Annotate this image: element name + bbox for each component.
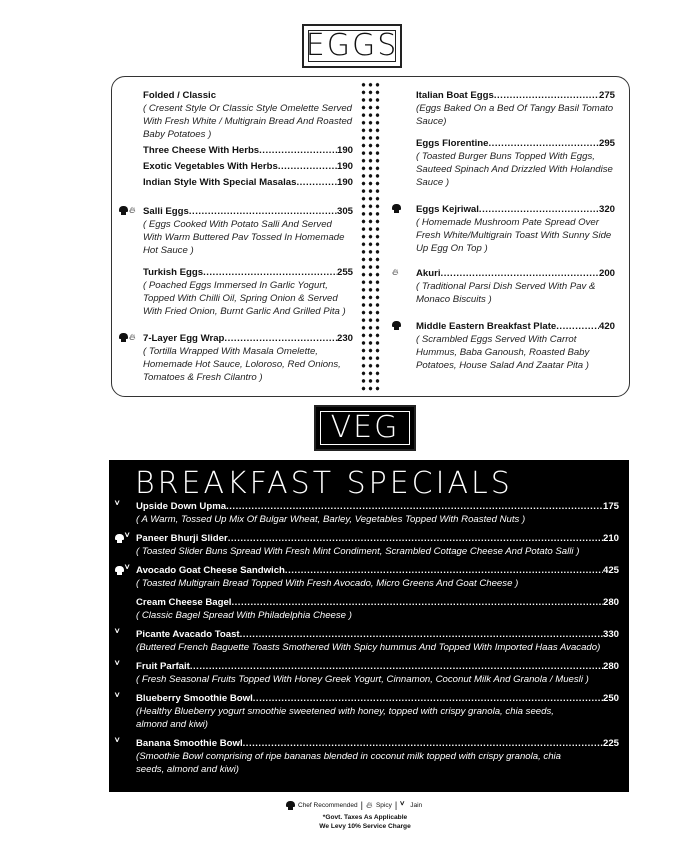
item-description: ( Eggs Cooked With Potato Salli And Served With Warm Buttered Pav Tossed In Homemade Hot Sauce ) xyxy=(143,219,345,256)
item-icons xyxy=(115,533,132,543)
menu-item-banana-smoothie-bowl xyxy=(113,737,619,776)
legend-chef-label: Chef Recommended xyxy=(298,801,358,809)
item-description: ( A Warm, Tossed Up Mix Of Bulgar Wheat, Barley, Vegetables Topped With Roasted Nuts ) xyxy=(136,514,526,525)
item-description: (Eggs Baked On a Bed Of Tangy Basil Tomato Sauce) xyxy=(416,103,614,127)
item-description: (Healthy Blueberry yogurt smoothie sweetened with honey, topped with crispy granola, chia seeds, almond and kiwi) xyxy=(136,706,554,730)
item-price: 210 xyxy=(602,533,619,544)
dot-leader xyxy=(226,500,603,513)
menu-item-eggs-kejriwal xyxy=(390,203,615,255)
item-name: Banana Smoothie Bowl xyxy=(136,738,243,749)
item-icons xyxy=(115,501,122,511)
item-name: Cream Cheese Bagel xyxy=(136,597,232,608)
item-price: 250 xyxy=(602,693,619,704)
chef-recommended-icon xyxy=(392,204,401,213)
item-name: Middle Eastern Breakfast Plate xyxy=(416,321,557,332)
item-description: (Buttered French Baguette Toasts Smothered With Spicy hummus And Topped With Imported Haas Avacado) xyxy=(136,642,601,653)
dotted-divider xyxy=(360,81,382,393)
item-description: ( Toasted Slider Buns Spread With Fresh Mint Condiment, Scrambled Cottage Cheese And Potato Salli ) xyxy=(136,546,580,557)
item-icons xyxy=(119,206,136,215)
chef-recommended-icon xyxy=(286,801,295,810)
chef-recommended-icon xyxy=(119,333,128,342)
dot-leader xyxy=(228,532,603,545)
item-description: ( Traditional Parsi Dish Served With Pav & Monaco Biscuits ) xyxy=(416,281,596,305)
item-price: 280 xyxy=(602,661,619,672)
menu-item-paneer-bhurji-slider xyxy=(113,532,619,558)
option-row xyxy=(143,143,353,159)
legend-jain-label: Jain xyxy=(410,801,423,809)
item-icons xyxy=(392,321,401,330)
jain-icon: ⱽ xyxy=(115,692,120,703)
taxes-note: *Govt. Taxes As Applicable xyxy=(322,814,408,821)
dot-leader xyxy=(253,692,603,705)
item-name: Eggs Florentine xyxy=(416,138,489,149)
dot-leader xyxy=(189,205,337,218)
item-icons xyxy=(392,204,401,213)
menu-item-cream-cheese-bagel xyxy=(113,596,619,622)
breakfast-specials-title: BREAKFAST SPECIALS xyxy=(135,466,513,501)
dot-leader xyxy=(243,737,603,750)
item-price: 305 xyxy=(336,206,353,217)
item-price: 230 xyxy=(336,333,353,344)
chef-recommended-icon xyxy=(115,566,124,575)
spicy-icon: 🔥︎ xyxy=(365,799,373,810)
item-icons xyxy=(115,738,122,748)
item-icons xyxy=(115,565,132,575)
item-name: Italian Boat Eggs xyxy=(416,90,494,101)
jain-icon: ⱽ xyxy=(115,737,120,748)
item-description: ( Cresent Style Or Classic Style Omelette Served With Fresh White / Multigrain Bread And Roasted Baby Potatoes ) xyxy=(143,103,353,140)
item-name: Akuri xyxy=(416,268,441,279)
menu-item-italian-boat-eggs xyxy=(390,89,615,128)
item-price: 200 xyxy=(598,268,615,279)
item-name: Avocado Goat Cheese Sandwich xyxy=(136,565,285,576)
item-price: 330 xyxy=(602,629,619,640)
dot-leader xyxy=(278,159,337,175)
item-description: ( Homemade Mushroom Pate Spread Over Fresh White/Multigrain Toast With Sunny Side Up Egg On Top ) xyxy=(416,217,612,254)
menu-item-akuri xyxy=(390,267,615,306)
item-description: ( Toasted Burger Buns Topped With Eggs, Sauteed Spinach And Drizzled With Holandise Sauce ) xyxy=(416,151,613,188)
item-price: 280 xyxy=(602,597,619,608)
chef-recommended-icon xyxy=(119,206,128,215)
option-name: Indian Style With Special Masalas xyxy=(143,177,297,188)
option-row xyxy=(143,159,353,175)
eggs-left-column xyxy=(117,89,353,384)
item-icons xyxy=(115,693,122,703)
menu-item-middle-eastern-breakfast-plate xyxy=(390,320,615,372)
spicy-icon: 🔥︎ xyxy=(129,205,136,215)
item-description: ( Fresh Seasonal Fruits Topped With Honey Greek Yogurt, Cinnamon, Coconut Milk And Granola / Muesli ) xyxy=(136,674,589,685)
item-price: 420 xyxy=(598,321,615,332)
dot-leader xyxy=(285,564,603,577)
item-description: ( Classic Bagel Spread With Philadelphia Cheese ) xyxy=(136,610,352,621)
dot-leader xyxy=(441,267,599,280)
menu-item-picante-avacado-toast xyxy=(113,628,619,654)
option-price: 190 xyxy=(336,161,353,172)
item-price: 225 xyxy=(602,738,619,749)
breakfast-specials-list xyxy=(113,500,619,776)
jain-icon: ⱽ xyxy=(115,500,120,511)
item-description: ( Scrambled Eggs Served With Carrot Hummus, Baba Ganoush, Roasted Baby Potatoes, House Salad And Zaatar Pita ) xyxy=(416,334,590,371)
dot-leader xyxy=(296,175,337,191)
eggs-title-text: EGGS xyxy=(305,28,399,63)
menu-item-7-layer-egg-wrap xyxy=(117,332,353,384)
item-price: 275 xyxy=(598,90,615,101)
option-price: 190 xyxy=(336,145,353,156)
spicy-icon: 🔥︎ xyxy=(129,332,136,342)
spicy-icon: 🔥︎ xyxy=(392,267,399,277)
item-price: 425 xyxy=(602,565,619,576)
option-name: Exotic Vegetables With Herbs xyxy=(143,161,278,172)
item-description: ( Toasted Multigrain Bread Topped With Fresh Avocado, Micro Greens And Goat Cheese ) xyxy=(136,578,519,589)
item-icons xyxy=(392,268,399,277)
footer-notes xyxy=(300,813,430,831)
menu-item-avocado-goat-cheese-sandwich xyxy=(113,564,619,590)
item-name: Eggs Kejriwal xyxy=(416,204,479,215)
eggs-section-title xyxy=(302,24,402,68)
dot-leader xyxy=(489,137,599,150)
item-name: Folded / Classic xyxy=(143,90,217,101)
dot-leader xyxy=(203,266,337,279)
item-description: ( Tortilla Wrapped With Masala Omelette, Homemade Hot Sauce, Loloroso, Red Onions, Tomatoes & Fresh Cilantro ) xyxy=(143,346,341,383)
item-name: Picante Avacado Toast xyxy=(136,629,240,640)
dot-leader xyxy=(259,143,337,159)
item-name: Salli Eggs xyxy=(143,206,189,217)
veg-section-title xyxy=(314,405,416,451)
option-row xyxy=(143,175,353,191)
jain-icon: ⱽ xyxy=(115,628,120,639)
legend-spicy-label: Spicy xyxy=(375,801,392,809)
item-name: Blueberry Smoothie Bowl xyxy=(136,693,253,704)
icon-legend xyxy=(286,800,422,810)
dot-leader xyxy=(494,89,599,102)
item-description: (Smoothie Bowl comprising of ripe bananas blended in coconut milk topped with crispy granola, chia seeds, almond and kiwi) xyxy=(136,751,562,775)
item-price: 175 xyxy=(602,501,619,512)
jain-icon: ⱽ xyxy=(400,800,405,810)
omelette-options xyxy=(143,143,353,191)
item-name: Paneer Bhurji Slider xyxy=(136,533,228,544)
menu-item-salli-eggs xyxy=(117,205,353,257)
item-name: Turkish Eggs xyxy=(143,267,204,278)
menu-item-blueberry-smoothie-bowl xyxy=(113,692,619,731)
menu-item-eggs-florentine xyxy=(390,137,615,189)
dot-leader xyxy=(240,628,603,641)
item-name: Upside Down Upma xyxy=(136,501,227,512)
service-charge-note: We Levy 10% Service Charge xyxy=(319,823,411,830)
legend-separator: | xyxy=(360,800,363,810)
item-price: 255 xyxy=(336,267,353,278)
item-icons xyxy=(115,629,122,639)
menu-item-turkish-eggs xyxy=(117,266,353,318)
item-name: 7-Layer Egg Wrap xyxy=(143,333,225,344)
chef-recommended-icon xyxy=(392,321,401,330)
dot-leader xyxy=(479,203,599,216)
option-price: 190 xyxy=(336,177,353,188)
option-name: Three Cheese With Herbs xyxy=(143,145,260,156)
item-price: 320 xyxy=(598,204,615,215)
dot-leader xyxy=(224,332,337,345)
item-icons xyxy=(115,661,122,671)
legend-separator: | xyxy=(394,800,398,810)
item-name: Fruit Parfait xyxy=(136,661,190,672)
jain-icon: ⱽ xyxy=(115,660,120,671)
jain-icon: ⱽ xyxy=(125,532,130,543)
dot-leader xyxy=(231,596,603,609)
jain-icon: ⱽ xyxy=(125,564,130,575)
dot-leader xyxy=(190,660,603,673)
dot-leader xyxy=(556,320,599,333)
item-price: 295 xyxy=(598,138,615,149)
item-icons xyxy=(119,333,136,342)
menu-item-upside-down-upma xyxy=(113,500,619,526)
menu-item-fruit-parfait xyxy=(113,660,619,686)
veg-title-text: VEG xyxy=(330,410,400,445)
item-description: ( Poached Eggs Immersed In Garlic Yogurt, Topped With Chilli Oil, Spring Onion & Served With Fried Onion, Burnt Garlic And Grilled Pita ) xyxy=(143,280,346,317)
chef-recommended-icon xyxy=(115,534,124,543)
menu-item-folded-classic xyxy=(117,89,353,191)
eggs-right-column xyxy=(390,89,615,372)
